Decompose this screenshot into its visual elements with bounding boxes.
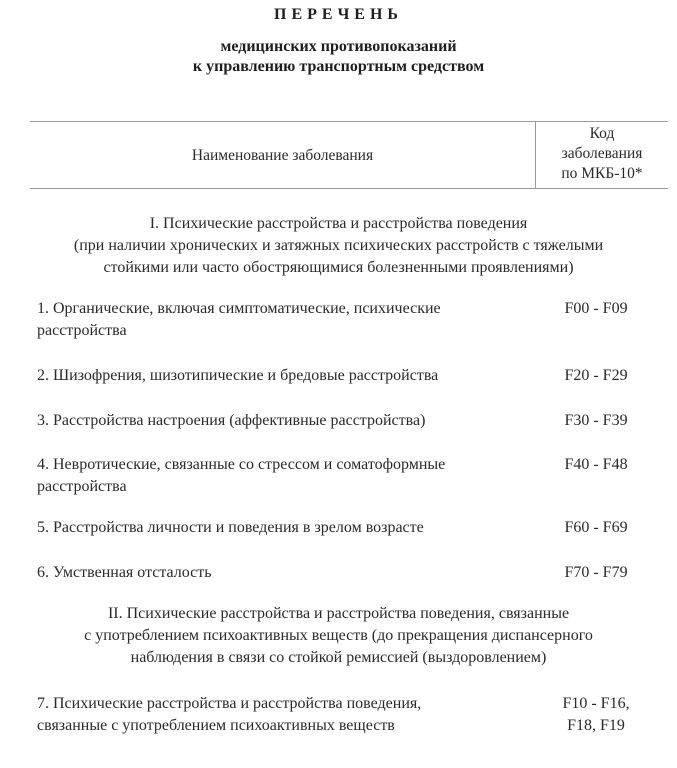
section-heading xyxy=(0,603,677,669)
code-line: F20 - F29 xyxy=(564,367,628,384)
contraindications-table xyxy=(30,121,668,189)
document-subtitle xyxy=(0,37,677,77)
code-line: F40 - F48 xyxy=(564,456,628,473)
name-line: 4. Невротические, связанные со стрессом и соматоформные xyxy=(37,456,446,473)
disease-name xyxy=(37,410,535,432)
name-line: расстройства xyxy=(37,322,127,339)
code-line: F18, F19 xyxy=(567,717,625,734)
table-row xyxy=(37,298,657,342)
name-line: 5. Расстройства личности и поведения в зрелом возрасте xyxy=(37,519,424,536)
disease-name xyxy=(37,454,535,498)
icd-code xyxy=(535,410,657,432)
name-line: 1. Органические, включая симптоматические, психические xyxy=(37,300,441,317)
table-row xyxy=(37,693,657,737)
disease-name xyxy=(37,298,535,342)
icd-code xyxy=(535,298,657,342)
icd-code xyxy=(535,365,657,387)
subtitle-line: к управлению транспортным средством xyxy=(192,58,485,75)
section-heading xyxy=(0,213,677,279)
header-line: по МКБ-10* xyxy=(561,165,643,182)
code-line: F10 - F16, xyxy=(562,695,630,712)
table-row xyxy=(37,517,657,539)
name-line: 2. Шизофрения, шизотипические и бредовые расстройства xyxy=(37,367,439,384)
section-line: I. Психические расстройства и расстройства поведения xyxy=(149,215,528,232)
code-line: F70 - F79 xyxy=(564,564,628,581)
table-row xyxy=(37,365,657,387)
column-header-disease-name: Наименование заболевания xyxy=(191,147,374,164)
disease-name xyxy=(37,562,535,584)
icd-code xyxy=(535,517,657,539)
code-line: F00 - F09 xyxy=(564,300,628,317)
name-line: связанные с употреблением психоактивных веществ xyxy=(37,717,395,734)
subtitle-line: медицинских противопоказаний xyxy=(220,38,457,55)
column-header-icd-code xyxy=(535,122,668,188)
table-row xyxy=(37,410,657,432)
section-line: II. Психические расстройства и расстройства поведения, связанные xyxy=(107,605,570,622)
icd-code xyxy=(535,693,657,737)
name-line: 6. Умственная отсталость xyxy=(37,564,212,581)
code-line: F60 - F69 xyxy=(564,519,628,536)
document-title: ПЕРЕЧЕНЬ xyxy=(274,6,403,23)
code-line: F30 - F39 xyxy=(564,412,628,429)
table-row xyxy=(37,562,657,584)
section-line: наблюдения в связи со стойкой ремиссией (выздоровлением) xyxy=(130,649,547,666)
section-line: с употреблением психоактивных веществ (до прекращения диспансерного xyxy=(84,627,593,644)
disease-name xyxy=(37,365,535,387)
name-line: 3. Расстройства настроения (аффективные расстройства) xyxy=(37,412,426,429)
name-line: 7. Психические расстройства и расстройства поведения, xyxy=(37,695,422,712)
disease-name xyxy=(37,517,535,539)
disease-name xyxy=(37,693,535,737)
icd-code xyxy=(535,562,657,584)
icd-code xyxy=(535,454,657,498)
header-line: Код xyxy=(589,125,615,142)
section-line: (при наличии хронических и затяжных психических расстройств с тяжелыми xyxy=(73,237,604,254)
table-row xyxy=(37,454,657,498)
name-line: расстройства xyxy=(37,478,127,495)
header-line: заболевания xyxy=(561,145,643,162)
table-header xyxy=(30,121,668,189)
section-line: стойкими или часто обостряющимися болезненными проявлениями) xyxy=(103,259,574,276)
